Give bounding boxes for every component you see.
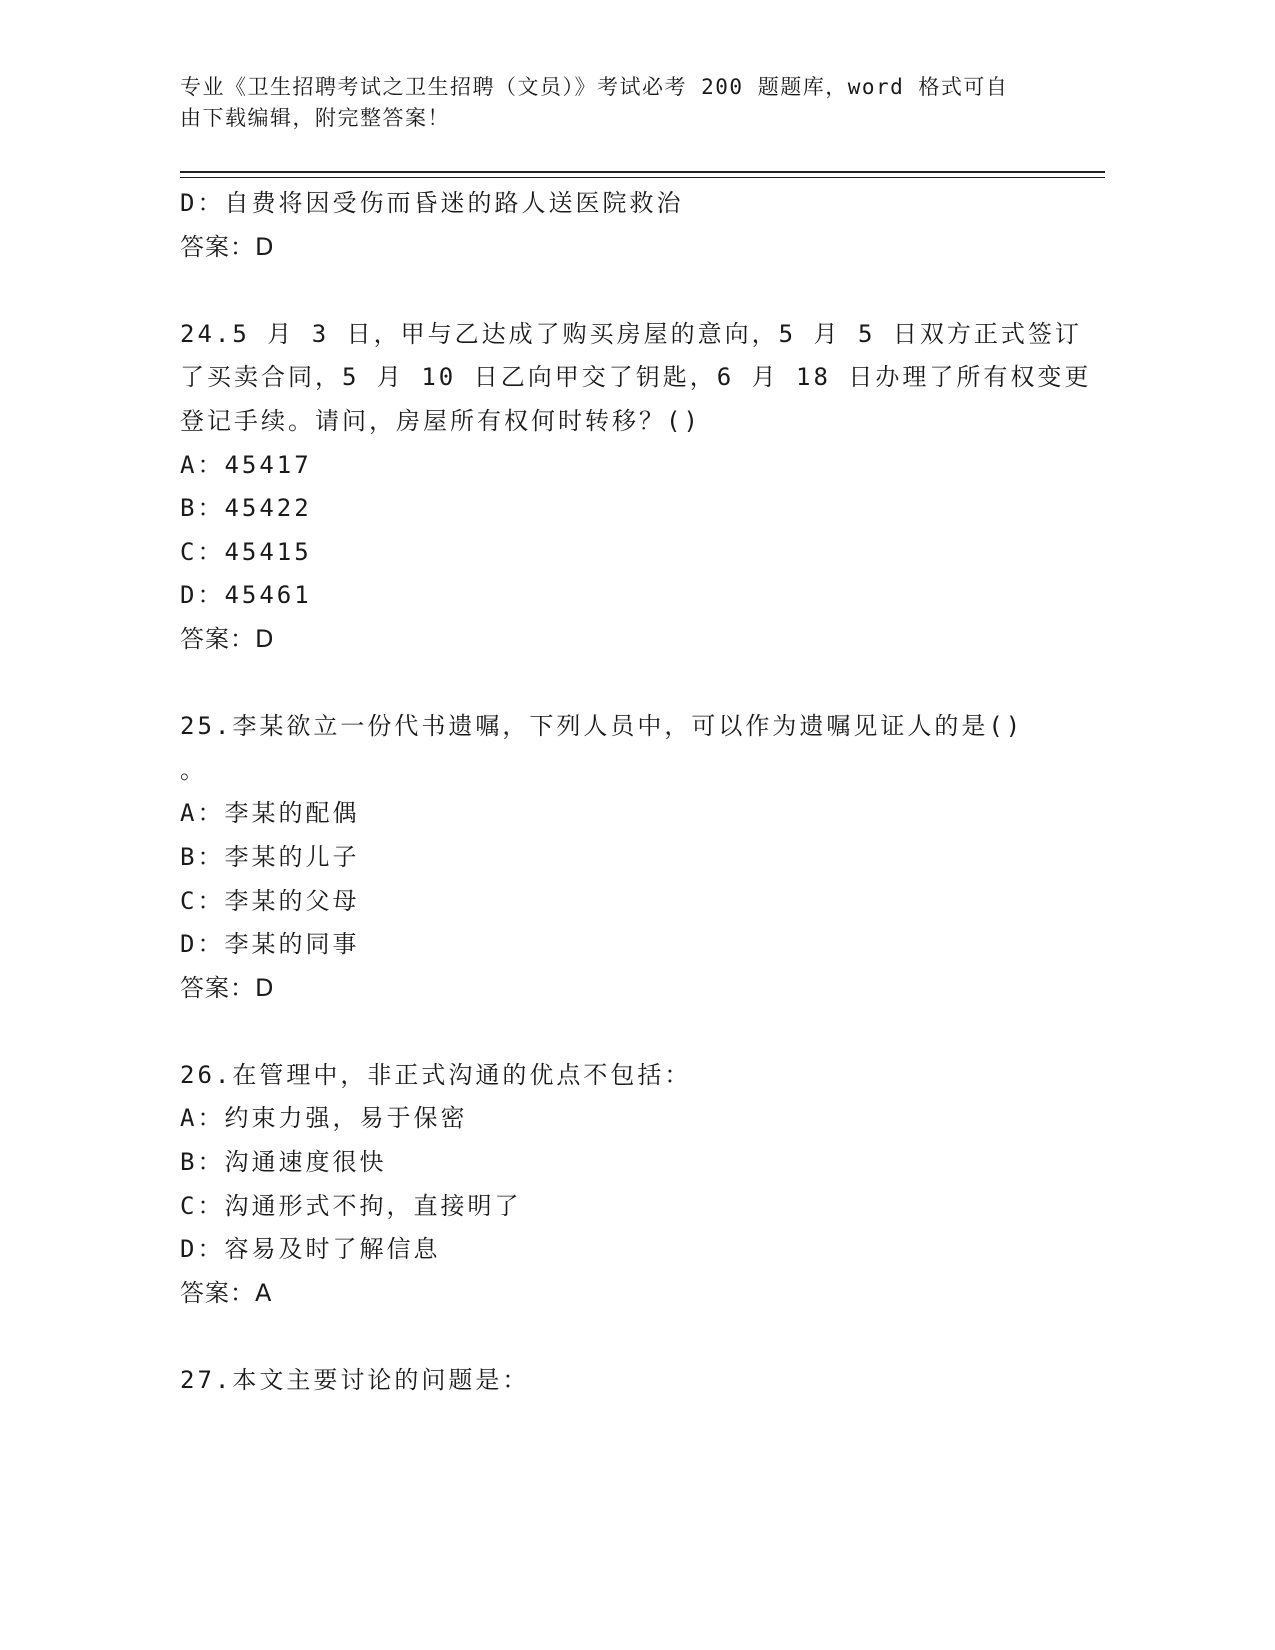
header-divider-thick	[180, 171, 1105, 173]
answer-line: 答案：A	[180, 1278, 273, 1307]
previous-question-tail	[180, 182, 1050, 269]
spacer	[180, 269, 1050, 313]
option-a: A：约束力强，易于保密	[180, 1104, 468, 1133]
answer-line: 答案：D	[180, 624, 275, 653]
question-stem-line: 26.在管理中，非正式沟通的优点不包括：	[180, 1060, 692, 1089]
answer-line: 答案：D	[180, 232, 275, 261]
option-b: B：李某的儿子	[180, 842, 360, 871]
option-c: C：沟通形式不拘，直接明了	[180, 1191, 522, 1220]
header-line-2: 由下载编辑，附完整答案！	[180, 106, 450, 130]
option-a: A：李某的配偶	[180, 799, 360, 828]
option-c: C：45415	[180, 537, 312, 566]
option-c: C：李某的父母	[180, 886, 360, 915]
question-stem-line: 。	[180, 755, 207, 784]
option-d: D：李某的同事	[180, 930, 360, 959]
question-25	[180, 705, 1050, 1010]
option-a: A：45417	[180, 450, 312, 479]
option-b: B：45422	[180, 494, 312, 523]
spacer	[180, 1315, 1050, 1359]
answer-line: 答案：D	[180, 973, 275, 1002]
question-stem-line: 了买卖合同，5 月 10 日乙向甲交了钥匙，6 月 18 日办理了所有权变更	[180, 363, 1092, 392]
question-stem-line: 24.5 月 3 日，甲与乙达成了购买房屋的意向，5 月 5 日双方正式签订	[180, 319, 1082, 348]
document-header	[180, 72, 1050, 134]
header-divider-thin	[180, 177, 1105, 178]
option-b: B：沟通速度很快	[180, 1148, 387, 1177]
question-26	[180, 1054, 1050, 1316]
option-d: D：自费将因受伤而昏迷的路人送医院救治	[180, 189, 684, 217]
question-stem-line: 25.李某欲立一份代书遗嘱，下列人员中，可以作为遗嘱见证人的是()	[180, 712, 1024, 741]
question-list	[180, 182, 1092, 1403]
question-stem-line: 27.本文主要讨论的问题是：	[180, 1366, 530, 1395]
option-d: D：45461	[180, 581, 312, 610]
question-27	[180, 1359, 1050, 1403]
question-stem-line: 登记手续。请问，房屋所有权何时转移？()	[180, 406, 701, 435]
option-d: D：容易及时了解信息	[180, 1235, 441, 1264]
spacer	[180, 662, 1050, 706]
spacer	[180, 1010, 1050, 1054]
question-24	[180, 313, 1092, 662]
header-line-1: 专业《卫生招聘考试之卫生招聘（文员）》考试必考 200 题题库，word 格式可自	[180, 75, 1009, 99]
